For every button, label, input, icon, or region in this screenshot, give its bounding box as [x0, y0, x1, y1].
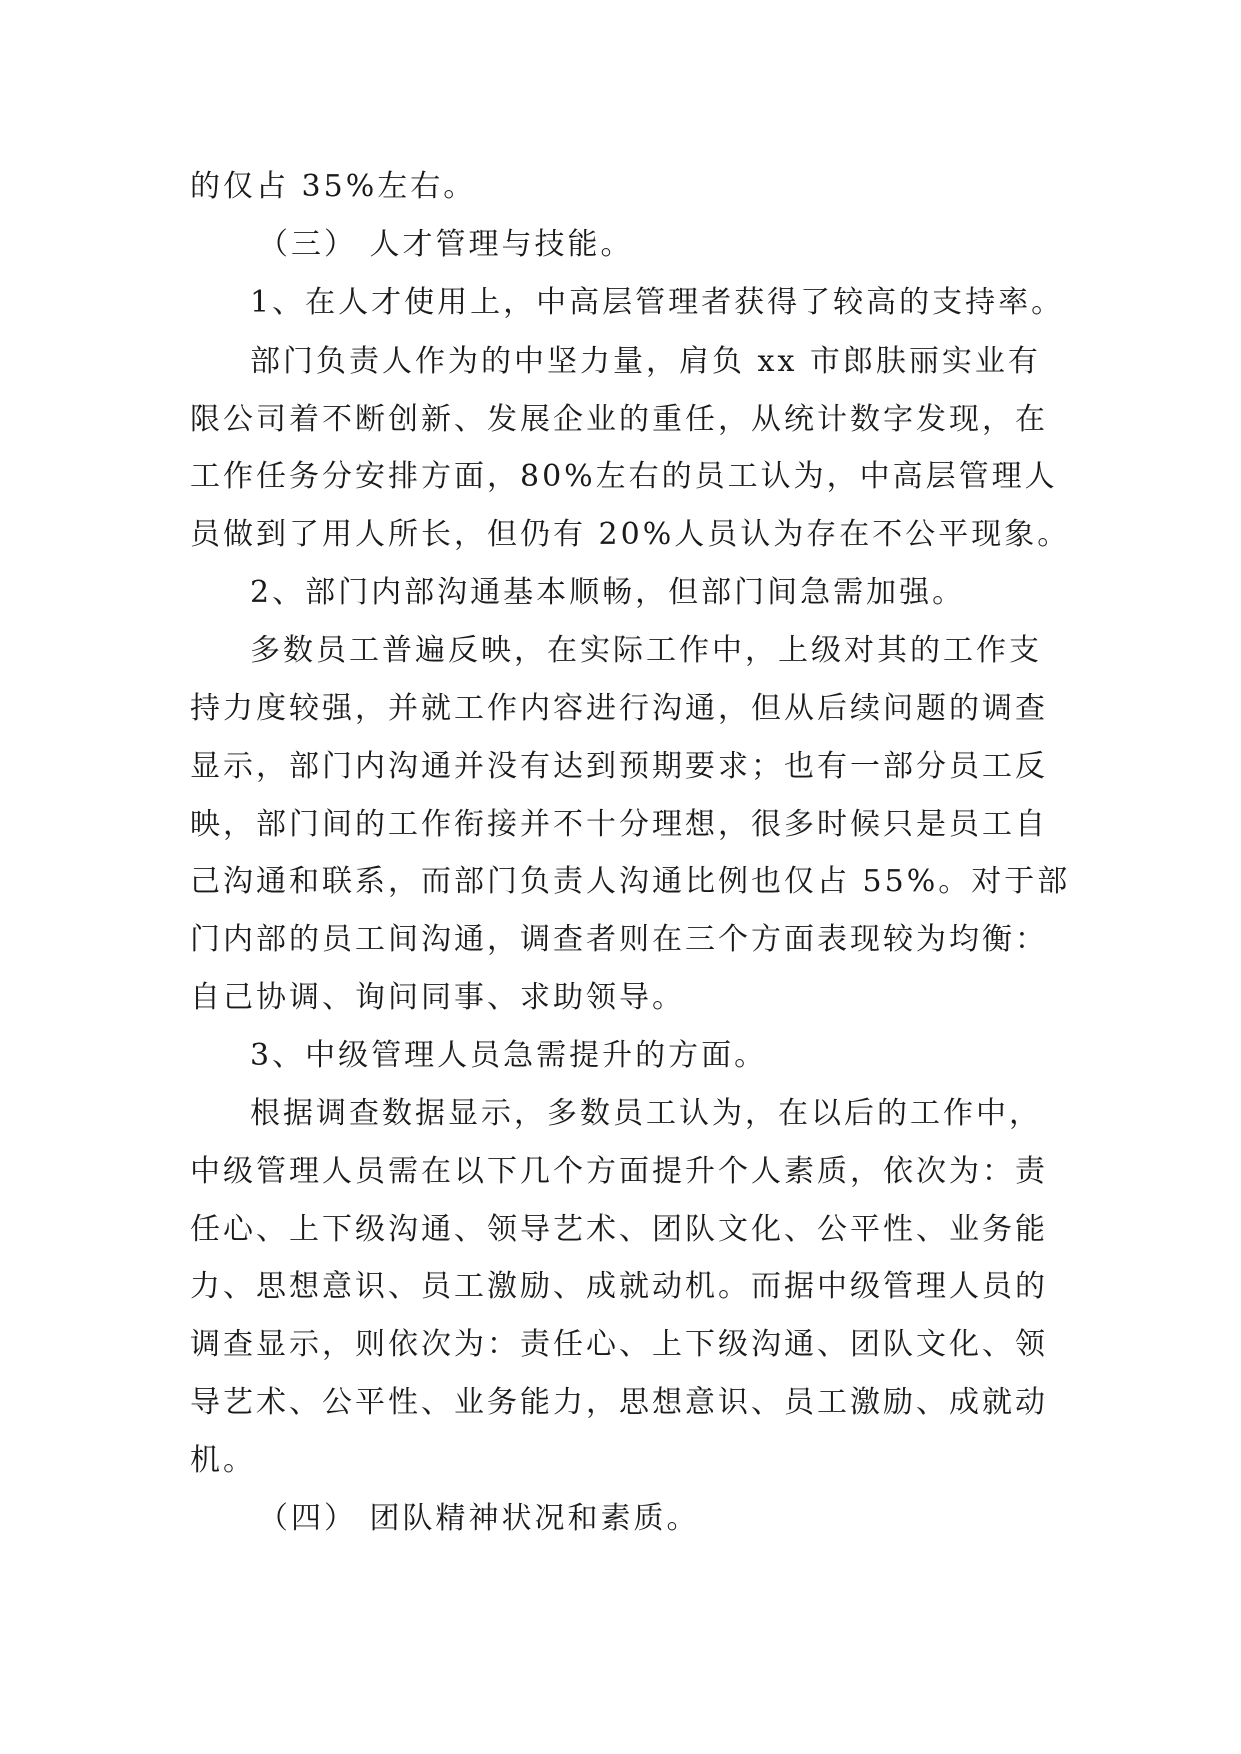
paragraph-line: 任心、上下级沟通、领导艺术、团队文化、公平性、业务能: [190, 1212, 1048, 1247]
subsection-heading: 3、中级管理人员急需提升的方面。: [250, 1038, 768, 1073]
paragraph-line: 调查显示，则依次为：责任心、上下级沟通、团队文化、领: [190, 1327, 1048, 1362]
section-heading: （四） 团队精神状况和素质。: [258, 1501, 700, 1536]
paragraph-line: 映，部门间的工作衔接并不十分理想，很多时候只是员工自: [190, 807, 1048, 842]
paragraph-line: 的仅占 35%左右。: [190, 169, 477, 204]
paragraph-line: 中级管理人员需在以下几个方面提升个人素质，依次为：责: [190, 1154, 1048, 1189]
paragraph-line: 己沟通和联系，而部门负责人沟通比例也仅占 55%。对于部: [190, 864, 1071, 899]
paragraph-line: 门内部的员工间沟通，调查者则在三个方面表现较为均衡：: [190, 922, 1048, 957]
paragraph-line: 力、思想意识、员工激励、成就动机。而据中级管理人员的: [190, 1269, 1048, 1304]
paragraph-line: 机。: [190, 1443, 256, 1478]
paragraph-line: 限公司着不断创新、发展企业的重任，从统计数字发现，在: [190, 402, 1048, 437]
paragraph-line: 员做到了用人所长，但仍有 20%人员认为存在不公平现象。: [190, 517, 1071, 552]
paragraph-line: 自己协调、询问同事、求助领导。: [190, 980, 685, 1015]
subsection-heading: 2、部门内部沟通基本顺畅，但部门间急需加强。: [250, 575, 966, 610]
subsection-heading: 1、在人才使用上，中高层管理者获得了较高的支持率。: [250, 285, 1065, 320]
paragraph-line: 导艺术、公平性、业务能力，思想意识、员工激励、成就动: [190, 1385, 1048, 1420]
paragraph-line: 工作任务分安排方面，80%左右的员工认为，中高层管理人: [190, 459, 1058, 494]
paragraph-line: 显示，部门内沟通并没有达到预期要求；也有一部分员工反: [190, 749, 1048, 784]
paragraph-line: 部门负责人作为的中坚力量，肩负 xx 市郎肤丽实业有: [250, 344, 1041, 379]
paragraph-line: 根据调查数据显示，多数员工认为，在以后的工作中，: [250, 1096, 1042, 1131]
paragraph-line: 多数员工普遍反映，在实际工作中，上级对其的工作支: [250, 633, 1042, 668]
section-heading: （三） 人才管理与技能。: [258, 227, 634, 262]
paragraph-line: 持力度较强，并就工作内容进行沟通，但从后续问题的调查: [190, 691, 1048, 726]
